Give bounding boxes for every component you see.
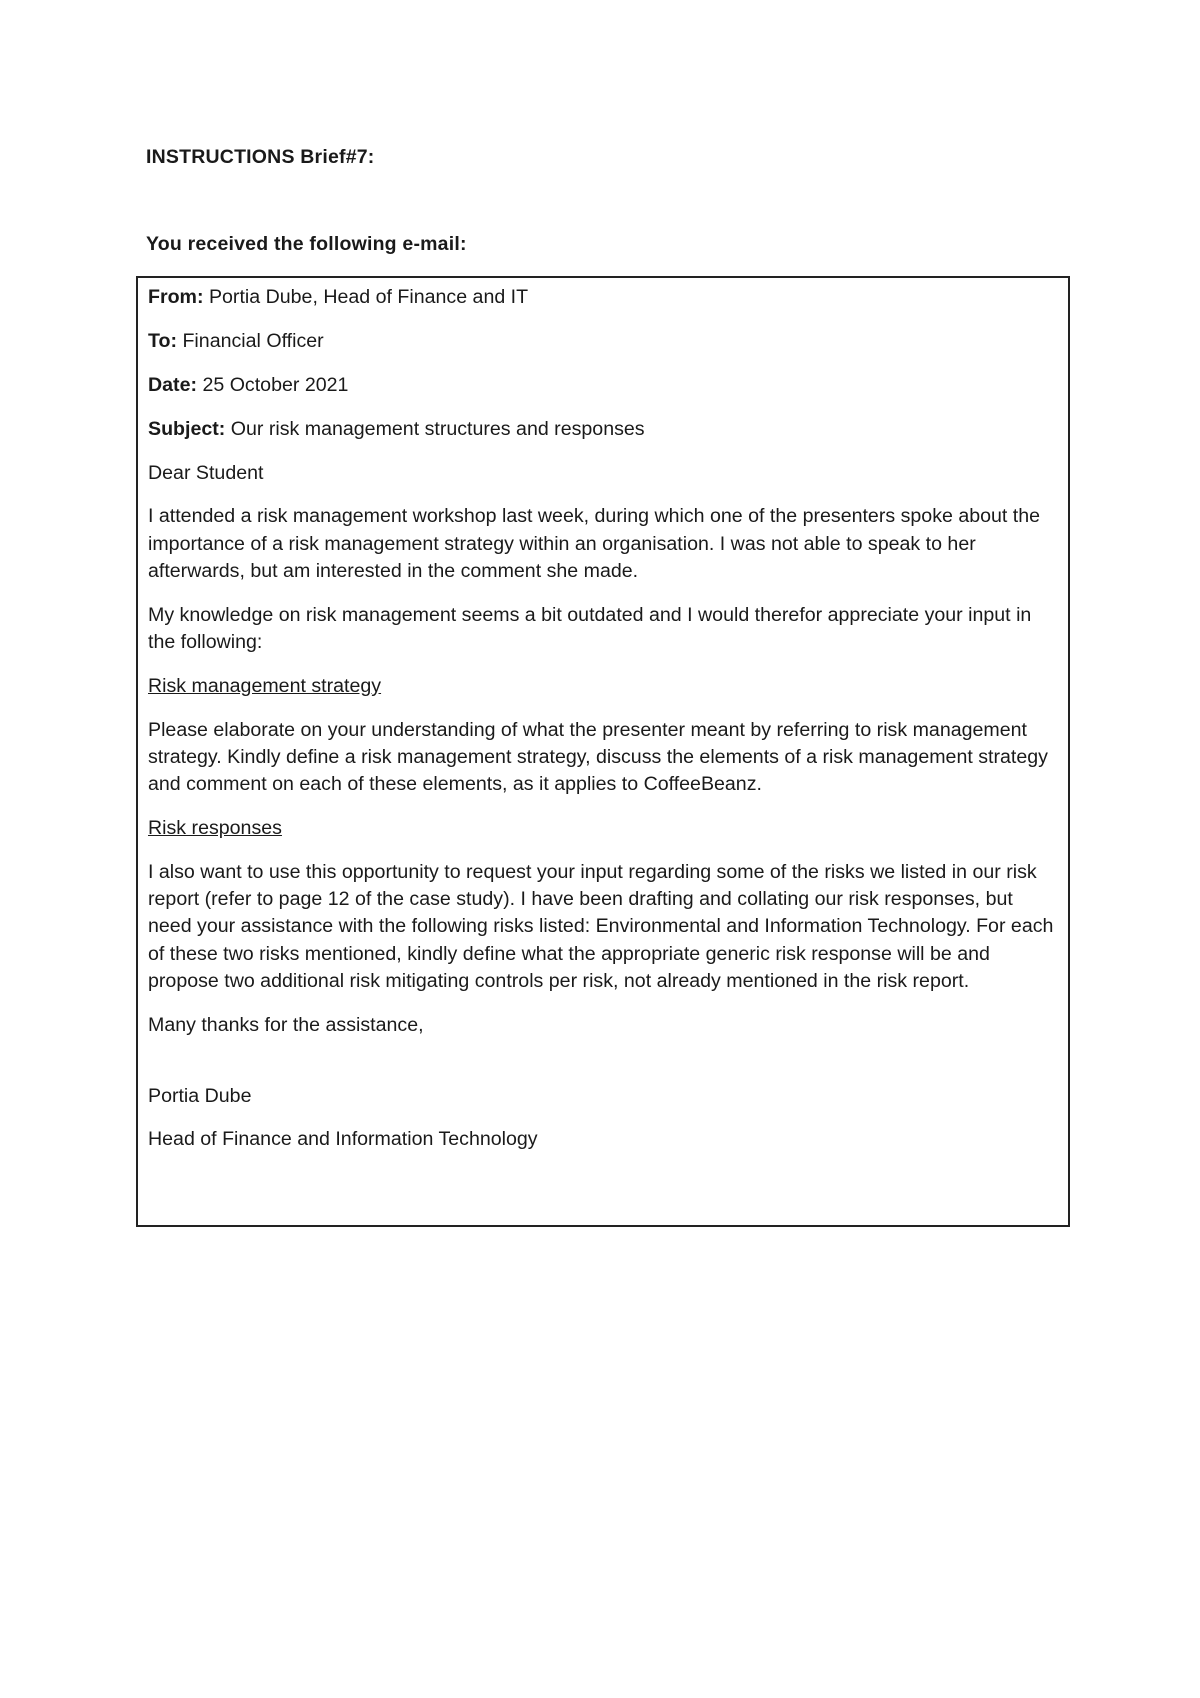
- instructions-title: INSTRUCTIONS Brief#7:: [146, 146, 375, 168]
- signature-name: Portia Dube: [148, 1084, 252, 1107]
- email-to-label: To:: [148, 329, 178, 352]
- email-paragraph-1: I attended a risk management workshop last week, during which one of the presenters spoke about the importance of a risk management strategy within an organisation. I was not able to speak to her afterwards, but am interested in the comment she made.: [148, 505, 1041, 582]
- email-subject-value: Our risk management structures and responses: [230, 417, 645, 440]
- signature-title: Head of Finance and Information Technology: [148, 1128, 538, 1151]
- email-box: [136, 276, 1070, 1227]
- email-to-value: Financial Officer: [182, 329, 324, 352]
- instructions-intro: You received the following e-mail:: [146, 233, 467, 255]
- section-body-risk-responses: I also want to use this opportunity to request your input regarding some of the risks we listed in our risk report (refer to page 12 of the case study). I have been drafting and collating our risk responses, but need your assistance with the following risks listed: Environmental and Information Technology. For each of these two risks mentioned, kindly define what the appropriate generic risk response will be and propose two additional risk mitigating controls per risk, not already mentioned in the risk report.: [148, 860, 1054, 992]
- section-heading-risk-strategy: Risk management strategy: [148, 674, 382, 697]
- email-date-value: 25 October 2021: [202, 373, 349, 396]
- email-paragraph-2: My knowledge on risk management seems a bit outdated and I would therefor appreciate your input in the following:: [148, 603, 1032, 653]
- email-to-line: [148, 328, 1058, 355]
- email-greeting: Dear Student: [148, 461, 264, 484]
- section-body-risk-strategy: Please elaborate on your understanding of what the presenter meant by referring to risk management strategy. Kindly define a risk management strategy, discuss the elements of a risk management strategy and comment on each of these elements, as it applies to CoffeeBeanz.: [148, 718, 1048, 796]
- section-heading-risk-responses: Risk responses: [148, 817, 282, 840]
- email-subject-line: [148, 416, 1058, 443]
- email-from-value: Portia Dube, Head of Finance and IT: [208, 286, 529, 308]
- email-date-line: [148, 372, 1058, 399]
- signature-spacer: [148, 1056, 1058, 1083]
- email-subject-label: Subject:: [148, 417, 226, 440]
- email-from-line: [148, 284, 1058, 311]
- email-closing: Many thanks for the assistance,: [148, 1013, 424, 1036]
- email-date-label: Date:: [148, 373, 197, 396]
- email-from-label: From:: [148, 286, 204, 308]
